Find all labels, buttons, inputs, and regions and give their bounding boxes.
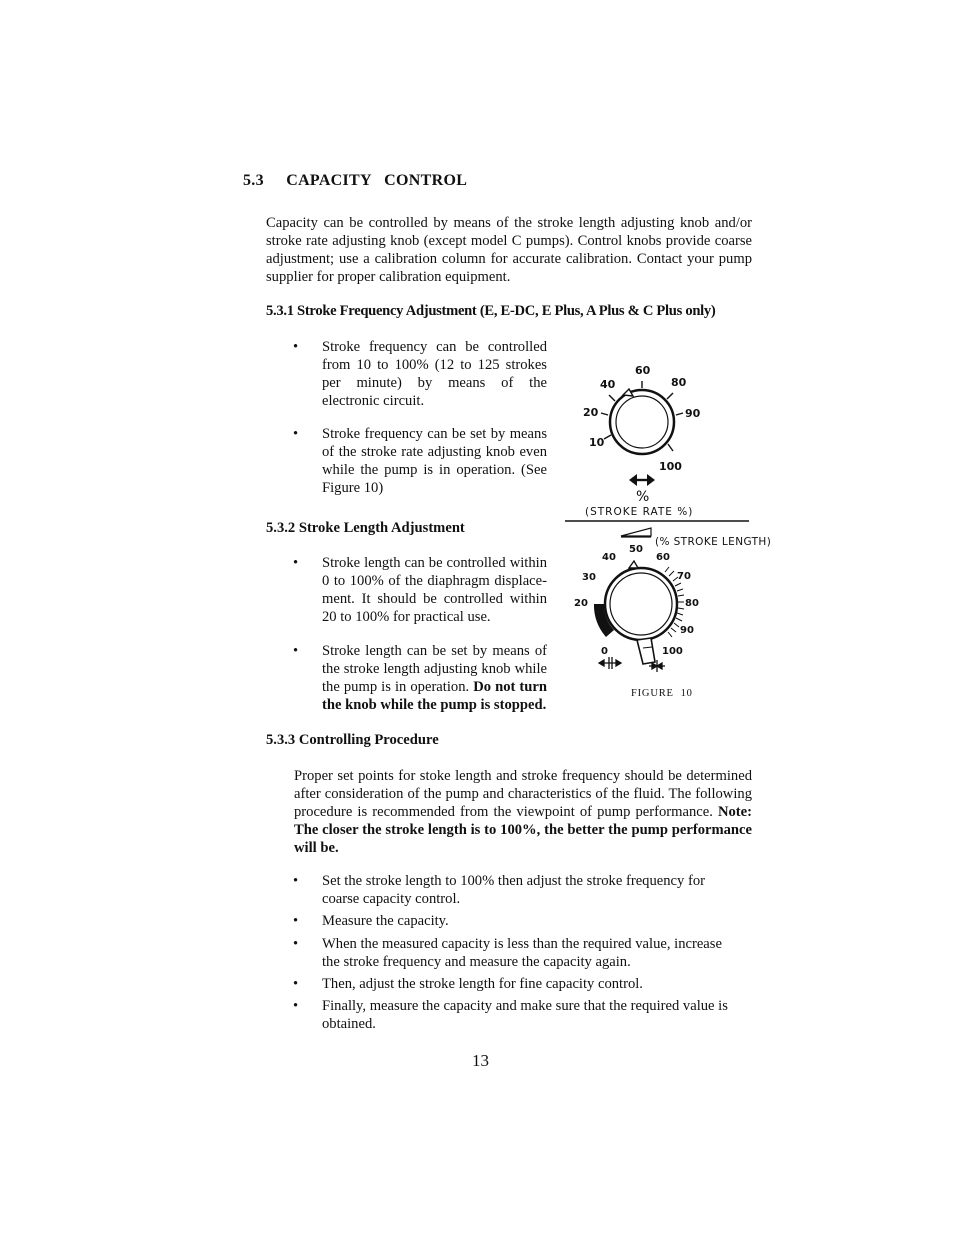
list-item: When the measured capacity is less than the required value, increase the stroke frequency and measure the capacity again. xyxy=(322,936,722,970)
figure-caption: FIGURE 10 xyxy=(631,688,693,699)
tick-mark xyxy=(667,393,673,399)
subsection-heading-5-3-1: 5.3.1 Stroke Frequency Adjustment (E, E-DC, E Plus, A Plus & C Plus only) xyxy=(266,303,716,319)
stroke-rate-pointer xyxy=(623,389,633,396)
section-number: 5.3 xyxy=(243,172,264,189)
dial-label: 90 xyxy=(680,625,694,636)
dial-label: 20 xyxy=(583,406,599,419)
dial-label: 10 xyxy=(589,436,605,449)
stroke-rate-knob xyxy=(610,390,674,454)
list-item: Set the stroke length to 100% then adjust the stroke frequency for coarse capacity control. xyxy=(322,873,705,907)
dial-label: 90 xyxy=(685,407,701,420)
stroke-length-knob-inner xyxy=(610,573,672,635)
list-item: Measure the capacity. xyxy=(322,913,449,929)
dial-label: 60 xyxy=(635,364,651,377)
dial-label: 100 xyxy=(659,460,682,473)
tick-mark xyxy=(609,395,615,401)
warning-text: Do not turn the knob while the pump is stopped. xyxy=(322,679,547,713)
bullet-symbol: • xyxy=(293,936,299,952)
stroke-length-dial-figure xyxy=(565,524,772,679)
tick-mark xyxy=(601,413,608,415)
note-text: Note: The closer the stroke length is to 100%, the better the pump performance will be. xyxy=(294,804,753,856)
bullet-symbol: • xyxy=(293,643,299,659)
procedure-text: Proper set points for stoke length and stroke frequency should be determined after consideration of the pump and characteristics of the fluid. The following procedure is recommended from the viewpoint of pump performance. xyxy=(294,768,752,820)
section-title: CAPACITY CONTROL xyxy=(286,172,468,189)
bullet-symbol: • xyxy=(293,339,299,355)
dial-label: 40 xyxy=(600,378,616,391)
section-heading xyxy=(243,172,467,190)
dial-label: 80 xyxy=(671,376,687,389)
list-item: Stroke frequency can be controlled from 10 to 100% (12 to 125 strokes per minute) by means of the electronic circuit. xyxy=(322,339,547,409)
intro-paragraph: Capacity can be controlled by means of the stroke length adjusting knob and/or stroke rate adjusting knob (except model C pumps). Control knobs provide coarse adjustment; use a calibration column for accurate calibration. Contact your pump supplier for proper calibration equipment. xyxy=(266,215,752,285)
list-item: Then, adjust the stroke length for fine capacity control. xyxy=(322,976,643,992)
procedure-paragraph xyxy=(294,767,752,857)
bullet-symbol: • xyxy=(293,426,299,442)
bullet-symbol: • xyxy=(293,555,299,571)
stroke-length-knob xyxy=(605,568,677,640)
dial-label: 80 xyxy=(685,598,699,609)
bullet-symbol: • xyxy=(293,873,299,889)
subsection-heading-5-3-3: 5.3.3 Controlling Procedure xyxy=(266,732,439,748)
stroke-length-handle xyxy=(637,638,655,664)
double-arrow-icon xyxy=(629,474,655,486)
dial-label: 100 xyxy=(662,646,683,657)
stroke-rate-caption: (STROKE RATE %) xyxy=(585,506,694,518)
dial-label: 50 xyxy=(629,544,643,555)
stroke-length-caption: (% STROKE LENGTH) xyxy=(655,536,772,548)
percent-label: % xyxy=(636,489,650,505)
tick-mark xyxy=(668,444,673,451)
subsection-heading-5-3-2: 5.3.2 Stroke Length Adjustment xyxy=(266,520,465,536)
dial-label: 70 xyxy=(677,571,691,582)
list-item: Stroke frequency can be set by means of the stroke rate adjusting knob even while the pump is in operation. (See Figure 10) xyxy=(322,426,547,496)
length-wedge-icon xyxy=(621,528,651,536)
stroke-rate-knob-inner xyxy=(616,396,668,448)
tick-mark xyxy=(604,435,611,439)
bullet-symbol: • xyxy=(293,976,299,992)
list-item: Stroke length can be controlled within 0 to 100% of the diaphragm displace-ment. It should be controlled within 20 to 100% for practical use. xyxy=(322,555,547,625)
bullet-symbol: • xyxy=(293,998,299,1014)
tick-mark xyxy=(676,413,683,415)
list-item: Finally, measure the capacity and make sure that the required value is obtained. xyxy=(322,998,728,1032)
dial-label: 30 xyxy=(582,572,596,583)
expand-arrows-icon xyxy=(599,657,621,669)
dial-label: 60 xyxy=(656,552,670,563)
bullet-symbol: • xyxy=(293,913,299,929)
list-item xyxy=(322,642,547,714)
dial-label: 0 xyxy=(601,646,608,657)
dial-label: 20 xyxy=(574,598,588,609)
stroke-rate-dial-figure xyxy=(565,355,755,525)
dial-label: 40 xyxy=(602,552,616,563)
page-number: 13 xyxy=(472,1051,489,1070)
list-item-text: Stroke length can be set by means of the stroke length adjusting knob while the pump is in operation. xyxy=(322,643,547,695)
stroke-length-pointer xyxy=(629,561,638,568)
